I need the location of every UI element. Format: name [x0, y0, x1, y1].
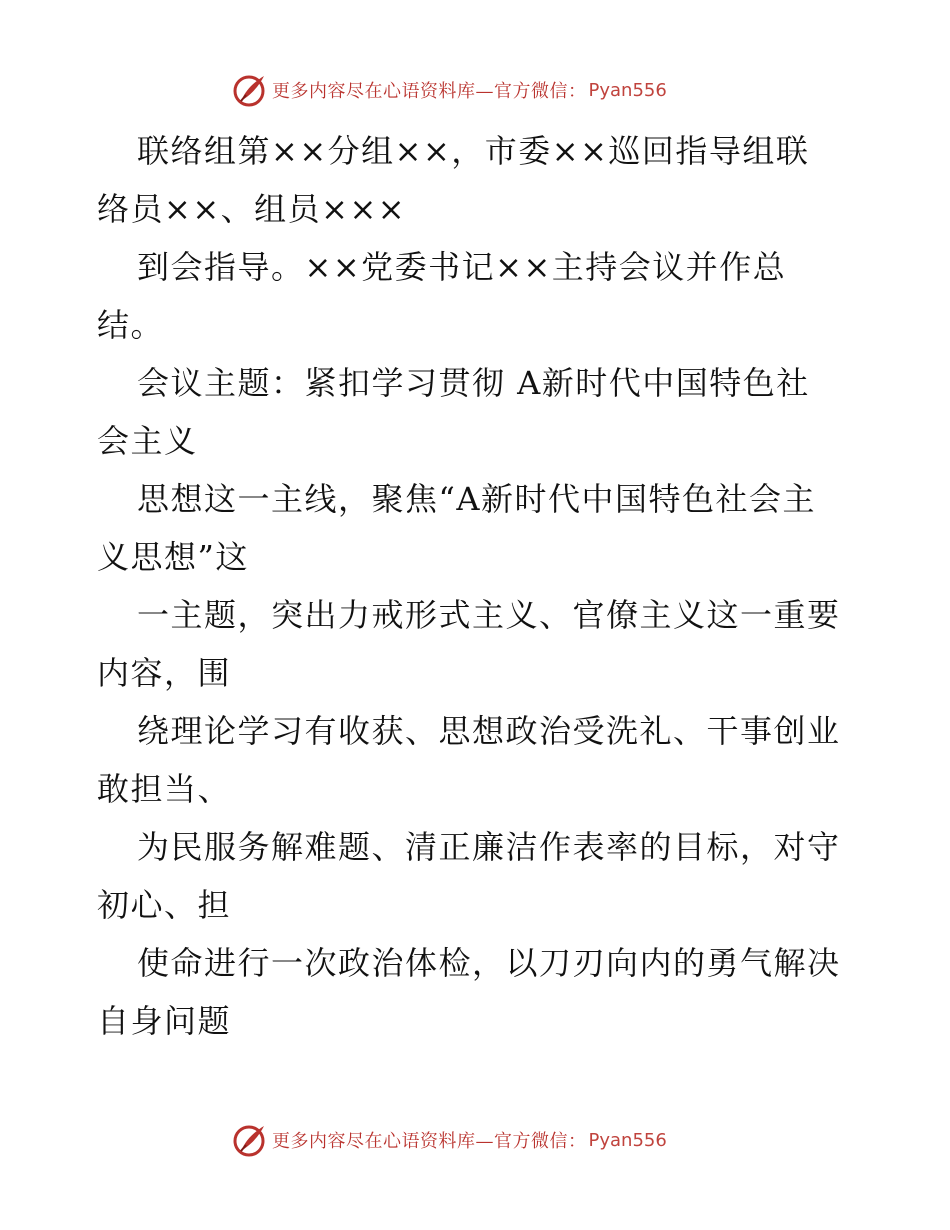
text-line: 会议主题：紧扣学习贯彻 A新时代中国特色社 — [137, 364, 810, 402]
text-line: 为民服务解难题、清正廉洁作表率的目标，对守 — [137, 828, 841, 866]
banner-wechat-id: Pyan556 — [588, 79, 667, 101]
text-line: 义思想”这 — [97, 538, 249, 576]
text-line: 会主义 — [97, 422, 198, 460]
text-line: 内容，围 — [97, 654, 232, 692]
text-line: 联络组第××分组××，市委××巡回指导组联 — [137, 132, 810, 170]
text-line: 使命进行一次政治体检，以刀刃向内的勇气解决 — [137, 944, 841, 982]
feather-pen-logo-icon — [232, 72, 268, 108]
text-line: 结。 — [97, 306, 165, 344]
text-line: 初心、担 — [97, 886, 232, 924]
text-line: 一主题，突出力戒形式主义、官僚主义这一重要 — [137, 596, 841, 634]
banner-text: 更多内容尽在心语资料库—官方微信： — [272, 1131, 587, 1152]
text-line: 自身问题 — [97, 1002, 232, 1040]
text-line: 绕理论学习有收获、思想政治受洗礼、干事创业 — [137, 712, 841, 750]
text-line: 思想这一主线，聚焦“A新时代中国特色社会主 — [137, 480, 816, 518]
banner-wechat-id: Pyan556 — [588, 1129, 667, 1151]
footer-banner — [232, 1120, 667, 1160]
banner-text: 更多内容尽在心语资料库—官方微信： — [272, 81, 587, 102]
header-banner — [232, 70, 667, 110]
text-line: 敢担当、 — [97, 770, 232, 808]
text-line: 络员××、组员××× — [97, 190, 407, 228]
feather-pen-logo-icon — [232, 1122, 268, 1158]
document-body — [97, 122, 857, 1050]
text-line: 到会指导。××党委书记××主持会议并作总 — [137, 248, 787, 286]
